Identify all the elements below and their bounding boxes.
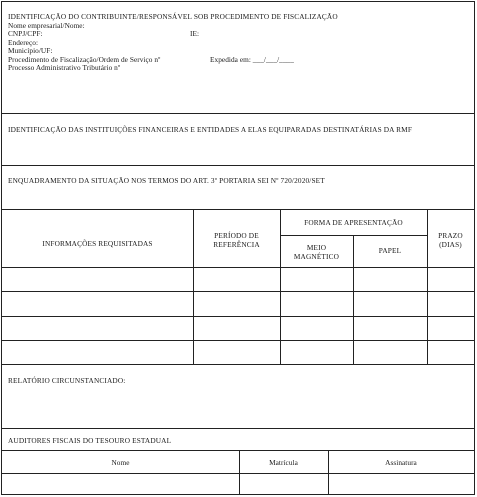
instituicoes-section bbox=[2, 114, 474, 166]
col-periodo-header-1: PERÍODO DE bbox=[214, 231, 259, 240]
forma-subheader-line bbox=[280, 235, 427, 236]
auditores-title-section bbox=[2, 429, 474, 451]
contribuinte-title: IDENTIFICAÇÃO DO CONTRIBUINTE/RESPONSÁVEL SOB PROCEDIMENTO DE FISCALIZAÇÃO bbox=[8, 12, 338, 21]
cnpj-field: CNPJ/CPF: bbox=[8, 29, 43, 38]
relatorio-title: RELATÓRIO CIRCUNSTANCIADO: bbox=[8, 376, 126, 385]
informacoes-table bbox=[2, 210, 474, 365]
procedimento-field: Procedimento de Fiscalização/Ordem de Serviço nº bbox=[8, 54, 161, 64]
col-assinatura-header: Assinatura bbox=[385, 458, 417, 467]
enquadramento-section bbox=[2, 166, 474, 210]
table-row-line-2 bbox=[2, 316, 474, 317]
municipio-field: Município/UF: bbox=[8, 46, 53, 55]
endereco-field: Endereço: bbox=[8, 37, 39, 47]
expedida-field: Expedida em: ___/___/____ bbox=[210, 54, 294, 64]
col-matricula-header: Matrícula bbox=[269, 458, 298, 467]
enquadramento-title: ENQUADRAMENTO DA SITUAÇÃO NOS TERMOS DO ART. 3º PORTARIA SEI Nº 720/2020/SET bbox=[8, 176, 325, 185]
col-papel-header: PAPEL bbox=[378, 246, 402, 255]
col-nome-header: Nome bbox=[111, 458, 130, 467]
instituicoes-title: IDENTIFICAÇÃO DAS INSTITUIÇÕES FINANCEIRAS E ENTIDADES A ELAS EQUIPARADAS DESTINATÁRIAS DA RMF bbox=[8, 125, 413, 134]
col-periodo-header-2: REFERÊNCIA bbox=[213, 239, 260, 249]
rmf-form bbox=[1, 1, 475, 495]
relatorio-section bbox=[2, 365, 474, 429]
col-meio-header-2: MAGNÉTICO bbox=[293, 251, 340, 261]
table-header-line bbox=[2, 267, 474, 268]
auditores-title: AUDITORES FISCAIS DO TESOURO ESTADUAL bbox=[8, 436, 172, 445]
nome-empresarial-field: Nome empresarial/Nome: bbox=[8, 20, 85, 30]
auditores-header-line bbox=[2, 473, 474, 474]
col-prazo-header-2: (DIAS) bbox=[439, 239, 462, 249]
table-divider-2 bbox=[280, 210, 281, 365]
processo-field: Processo Administrativo Tributário nº bbox=[8, 63, 121, 72]
col-prazo-header-1: PRAZO bbox=[438, 231, 463, 240]
table-row-line-1 bbox=[2, 291, 474, 292]
col-meio-header-1: MEIO bbox=[306, 243, 327, 252]
ie-field: IE: bbox=[190, 29, 200, 38]
table-row-line-3 bbox=[2, 340, 474, 341]
col-informacoes-header: INFORMAÇÕES REQUISITADAS bbox=[42, 239, 153, 248]
col-forma-header: FORMA DE APRESENTAÇÃO bbox=[304, 218, 403, 227]
auditores-table bbox=[2, 451, 474, 494]
contribuinte-section bbox=[2, 2, 474, 114]
